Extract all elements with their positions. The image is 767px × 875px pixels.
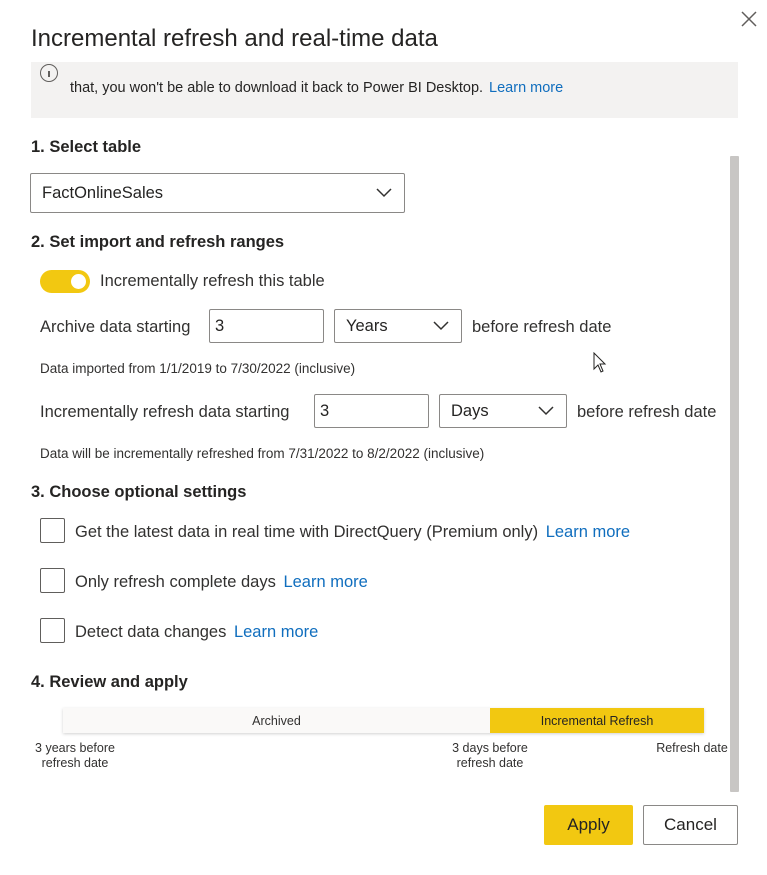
- incremental-value-text: 3: [320, 401, 330, 420]
- complete-days-option: [75, 573, 368, 592]
- chevron-down-icon: [376, 188, 392, 198]
- timeline-start-line1: 3 years before: [35, 741, 115, 755]
- directquery-option: [75, 523, 630, 542]
- close-icon[interactable]: [738, 8, 760, 30]
- section-select-table-heading: 1. Select table: [31, 138, 142, 156]
- apply-button[interactable]: Apply: [544, 805, 633, 845]
- timeline-start-line2: refresh date: [41, 756, 109, 770]
- incremental-unit-dropdown[interactable]: [439, 394, 567, 428]
- incremental-value-input[interactable]: [314, 394, 429, 428]
- timeline-mid-line2: refresh date: [456, 756, 524, 770]
- timeline-mid-line1: 3 days before: [452, 741, 528, 755]
- table-dropdown[interactable]: [30, 173, 405, 213]
- timeline-start-label: [30, 741, 120, 771]
- info-banner: [31, 62, 738, 118]
- info-icon: [40, 64, 58, 82]
- incremental-suffix: before refresh date: [577, 403, 717, 421]
- timeline-end-label: Refresh date: [656, 741, 728, 755]
- complete-days-checkbox[interactable]: [40, 568, 65, 593]
- section-review-heading: 4. Review and apply: [31, 673, 188, 691]
- info-banner-text: [70, 80, 563, 96]
- archive-label: Archive data starting: [40, 318, 191, 336]
- incremental-refresh-toggle[interactable]: [40, 270, 90, 293]
- toggle-knob: [71, 274, 86, 289]
- complete-days-label: Only refresh complete days: [75, 573, 276, 591]
- archive-unit-dropdown[interactable]: [334, 309, 462, 343]
- detect-changes-option: [75, 623, 318, 642]
- incremental-label: Incrementally refresh data starting: [40, 403, 290, 421]
- chevron-down-icon: [433, 321, 449, 331]
- toggle-label: Incrementally refresh this table: [100, 272, 325, 290]
- refresh-timeline: [63, 708, 704, 733]
- detect-changes-label: Detect data changes: [75, 623, 227, 641]
- directquery-label: Get the latest data in real time with DirectQuery (Premium only): [75, 523, 539, 541]
- incremental-note: Data will be incrementally refreshed from 7/31/2022 to 8/2/2022 (inclusive): [40, 446, 485, 461]
- timeline-archived-segment: Archived: [63, 708, 490, 733]
- section-ranges-heading: 2. Set import and refresh ranges: [31, 233, 285, 251]
- archive-value-text: 3: [215, 316, 225, 335]
- mouse-pointer-icon: [593, 352, 607, 374]
- directquery-checkbox[interactable]: [40, 518, 65, 543]
- info-banner-message: that, you won't be able to download it back to Power BI Desktop.: [70, 80, 484, 96]
- section-optional-heading: 3. Choose optional settings: [31, 483, 247, 501]
- cancel-button[interactable]: Cancel: [643, 805, 738, 845]
- complete-days-learn-more-link[interactable]: Learn more: [283, 573, 368, 591]
- dialog-title: Incremental refresh and real-time data: [31, 25, 438, 52]
- archive-value-input[interactable]: [209, 309, 324, 343]
- directquery-learn-more-link[interactable]: Learn more: [545, 523, 631, 541]
- scrollbar[interactable]: [730, 156, 739, 792]
- info-learn-more-link[interactable]: Learn more: [489, 80, 564, 96]
- archive-note: Data imported from 1/1/2019 to 7/30/2022 (inclusive): [40, 361, 356, 376]
- chevron-down-icon: [538, 406, 554, 416]
- timeline-mid-label: [445, 741, 535, 771]
- archive-unit-value: Years: [346, 316, 388, 335]
- archive-suffix: before refresh date: [472, 318, 612, 336]
- table-dropdown-value: FactOnlineSales: [42, 183, 164, 202]
- incremental-unit-value: Days: [451, 401, 489, 420]
- timeline-incremental-segment: Incremental Refresh: [490, 708, 704, 733]
- detect-changes-learn-more-link[interactable]: Learn more: [233, 623, 319, 641]
- detect-changes-checkbox[interactable]: [40, 618, 65, 643]
